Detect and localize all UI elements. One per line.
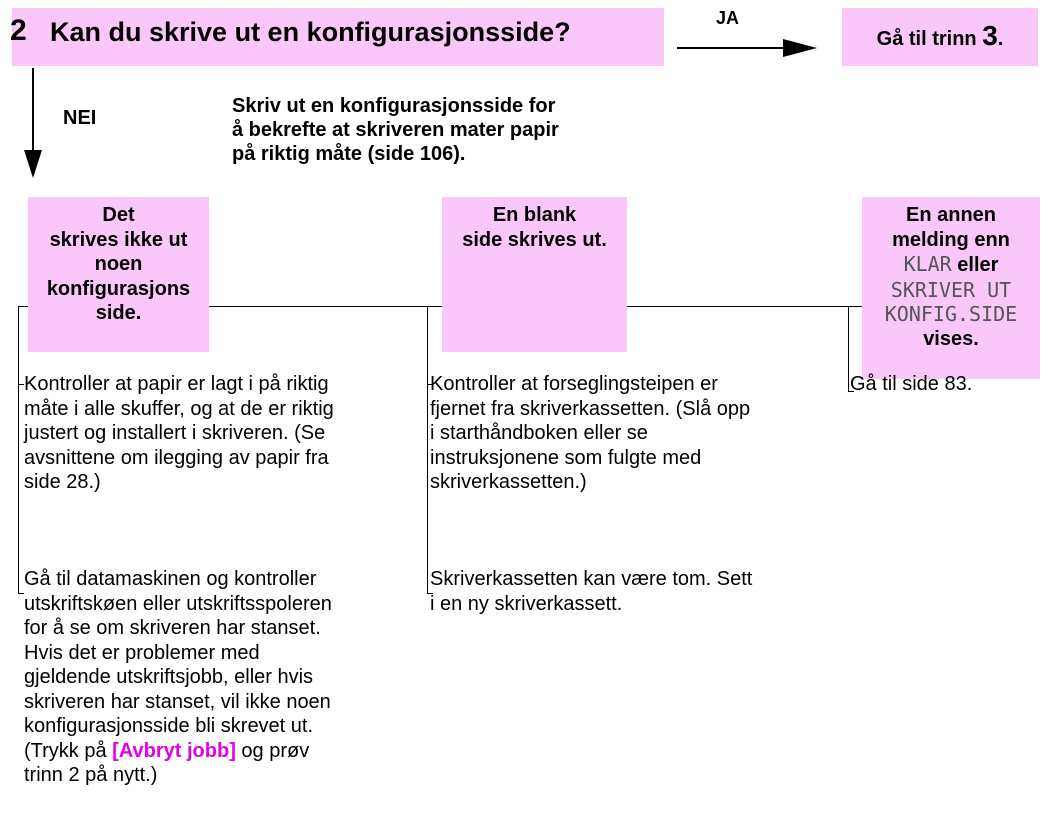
action-line: side 28.): [24, 471, 101, 493]
action-line: i en ny skriverkassett.: [430, 592, 623, 615]
outcome-title-line: konfigurasjons: [46, 277, 191, 300]
action-line: måte i alle skuffer, og at de er riktig: [24, 397, 334, 420]
branch-left-vertical: [18, 306, 19, 594]
instruction-line: Skriv ut en konfigurasjonsside for: [232, 95, 556, 117]
yes-arrow-shaft: [677, 47, 787, 49]
go-to-step-number: 3: [982, 20, 998, 51]
action-text: [430, 372, 850, 495]
outcome-title-line: skrives ikke ut: [49, 228, 188, 251]
action-line: utskriftskøen eller utskriftsspoleren: [24, 592, 332, 615]
outcome-box-blank-page: [442, 197, 627, 352]
outcome-title-line: [862, 252, 1040, 278]
no-label: NEI: [63, 107, 97, 129]
no-arrow-shaft: [32, 68, 34, 156]
outcome-title: [28, 203, 209, 326]
outcome-title-line: En blank: [492, 204, 577, 226]
action-line: Hvis det er problemer med: [24, 641, 260, 664]
action-text: [24, 567, 424, 788]
action-line: instruksjonene som fulgte med: [430, 446, 702, 469]
outcome-title-line: side skrives ut.: [462, 228, 607, 251]
outcome-title-line: noen: [94, 253, 143, 275]
go-to-step-suffix: .: [997, 28, 1004, 50]
outcome-title-line: melding enn: [892, 228, 1010, 251]
yes-arrowhead: [783, 39, 817, 57]
action-line: Kontroller at papir er lagt i på riktig: [24, 373, 329, 395]
outcome-box-other-message: [862, 197, 1040, 379]
outcome-box-no-page: [28, 197, 209, 352]
action-line-suffix: og prøv: [235, 739, 310, 762]
action-line: Skriverkassetten kan være tom. Sett: [430, 568, 753, 590]
outcome-title: [862, 203, 1040, 351]
action-line: skriveren har stanset, vil ikke noen: [24, 690, 331, 713]
action-line: fjernet fra skriverkassetten. (Slå opp: [430, 397, 751, 420]
outcome-title-line: side.: [95, 302, 142, 324]
outcome-title-line: Det: [102, 204, 135, 226]
action-line: for å se om skriveren har stanset.: [24, 617, 321, 639]
yes-label: JA: [716, 8, 740, 28]
cancel-job-key-label: [Avbryt jobb]: [112, 739, 236, 762]
branch-mid-vertical: [427, 306, 428, 594]
instruction-text: [232, 94, 559, 166]
action-line: avsnittene om ilegging av papir fra: [24, 446, 329, 469]
display-message-ready: KLAR: [903, 252, 952, 276]
instruction-line: å bekrefte at skriveren mater papir: [232, 119, 559, 141]
instruction-line: på riktig måte (side 106).: [232, 143, 466, 165]
action-line: Gå til datamaskinen og kontroller: [24, 568, 317, 590]
action-line: Kontroller at forseglingsteipen er: [430, 373, 718, 395]
action-line: skriverkassetten.): [430, 471, 587, 493]
action-line: justert og installert i skriveren. (Se: [24, 422, 326, 444]
action-text: Gå til side 83.: [850, 373, 973, 395]
outcome-title-line: En annen: [905, 204, 996, 226]
action-line: [24, 739, 424, 764]
action-line: gjeldende utskriftsjobb, eller hvis: [24, 666, 314, 688]
outcome-title-line: vises.: [923, 327, 979, 350]
question-text: Kan du skrive ut en konfigurasjonsside?: [50, 17, 571, 47]
no-arrowhead: [24, 150, 42, 178]
word-or: eller: [951, 254, 999, 276]
action-line: trinn 2 på nytt.): [24, 764, 158, 786]
action-line: konfigurasjonsside bli skrevet ut.: [24, 715, 314, 737]
step-number: 2: [10, 14, 27, 47]
go-to-step-prefix: Gå til trinn: [876, 28, 983, 50]
action-text: [430, 567, 850, 616]
action-text: [24, 372, 424, 495]
action-line: i starthåndboken eller se: [430, 422, 648, 444]
action-line-prefix: (Trykk på: [24, 739, 113, 762]
display-message-printing: KONFIG.SIDE: [884, 302, 1018, 326]
outcome-title: [442, 203, 627, 252]
display-message-printing: SKRIVER UT: [890, 277, 1012, 302]
go-to-step-text: [842, 20, 1038, 52]
